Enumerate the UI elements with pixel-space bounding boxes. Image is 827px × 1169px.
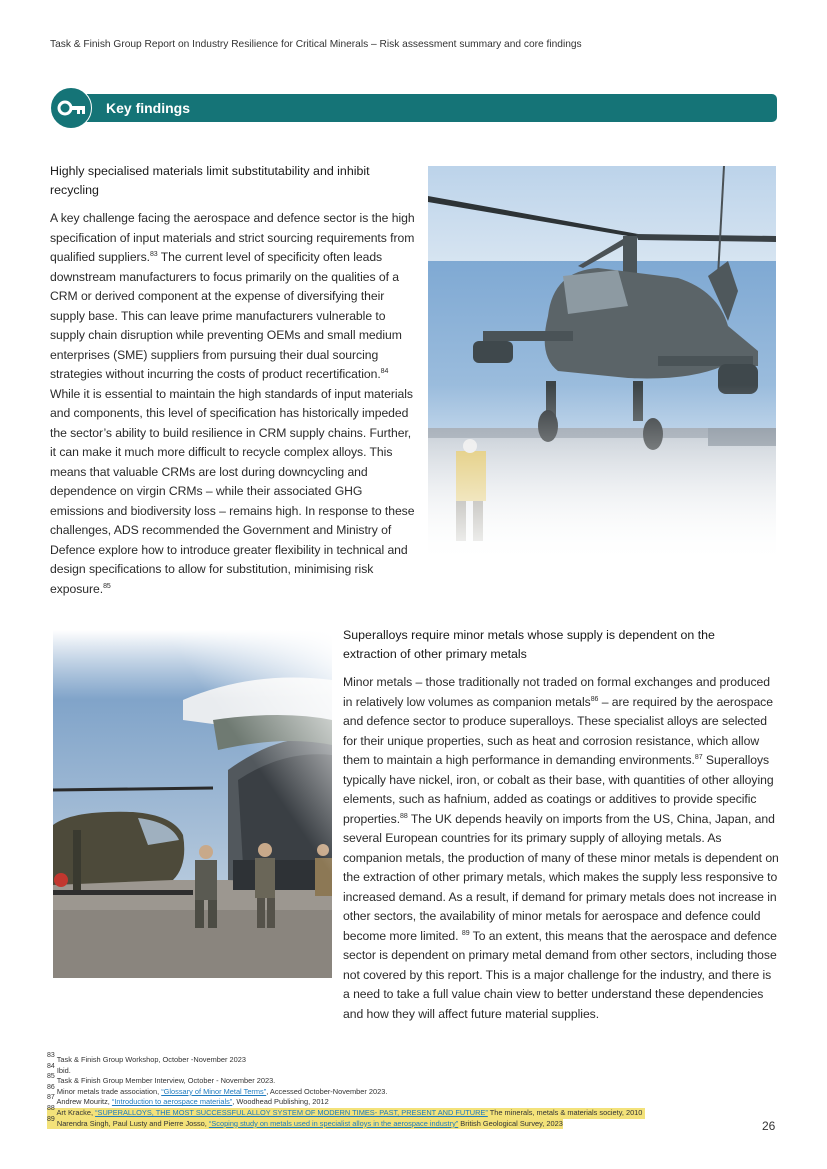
key-findings-banner [50,87,777,129]
footnote-86 [47,1083,747,1098]
footnote-text: Task & Finish Group Member Interview, October - November 2023. [56,1076,276,1086]
s2-text-1: Minor metals – those traditionally not traded on formal exchanges and produced in relatively low volumes as companion metals [343,675,770,709]
s2-ref-87: 87 [694,754,703,761]
footnote-link[interactable]: “SUPERALLOYS, THE MOST SUCCESSFUL ALLOY SYSTEM OF MODERN TIMES- PAST, PRESENT AND FUTURE” [95,1107,488,1117]
footnote-text-after: , Accessed October-November 2023. [266,1086,388,1096]
section1-body [50,209,416,599]
footnote-text: Art Kracke, [56,1107,96,1117]
footnote-text: Andrew Mouritz, [56,1097,112,1107]
footnote-84 [47,1062,747,1077]
footnote-text-after: , Woodhead Publishing, 2012 [232,1097,329,1107]
footnote-number: 83 [47,1052,55,1059]
footnote-text: Ibid. [56,1065,71,1075]
footnote-number: 85 [47,1073,55,1081]
cargo-aircraft-loading-photo [53,630,332,978]
footnotes [47,1052,747,1129]
apache-helicopter-photo [428,166,776,564]
s2-text-3: Superalloys typically have nickel, iron, or cobalt as their base, with quantities of other alloying elements, such as hafnium, added as coatings or additives to provide specific properties. [343,753,774,826]
s1-text-2: The current level of specificity often leads downstream manufacturers to focus primarily on the qualities of a CRM or derived component at the expense of diversifying their supply base. This can leave prime manufacturers vulnerable to supply chain disruption while preventing OEMs and small medium enterprises (SME) suppliers from pursuing their dual sourcing strategies without incurring the costs of product recertification. [50,250,402,381]
s2-ref-88: 88 [400,812,408,820]
footnote-text-after: British Geological Survey, 2023 [458,1118,563,1128]
footnote-number: 86 [47,1083,55,1091]
key-icon [57,98,87,118]
footnote-87 [47,1094,747,1108]
footnote-text: Minor metals trade association, [56,1086,162,1096]
footnote-89 [47,1115,563,1130]
banner-icon-circle [50,87,92,129]
footnote-number: 88 [47,1104,55,1112]
s1-text-3: While it is essential to maintain the high standards of input materials and components, this level of specification has historically impeded the sector’s ability to build resilience in CRM supply chains. Further, it can make it much more difficult to recycle complex alloys. This means that valuable CRMs are lost during downcycling and dependence on virgin CRMs – while their associated GHG emissions and biodiversity loss – remains high. In response to these challenges, ADS recommended the Government and Ministry of Defence explore how to introduce greater flexibility in technical and design specifications to allow for substitution, minimising risk exposure. [50,386,415,596]
footnote-text-after: The minerals, metals & materials society, 2010 [487,1107,643,1117]
s2-text-2: – are required by the aerospace and defence sector to produce superalloys. These specialist alloys are selected for their unique properties, such as heat and corrosion resistance, which allow them to maintain a high performance in demanding environments. [343,694,773,767]
running-header: Task & Finish Group Report on Industry Resilience for Critical Minerals – Risk assessment summary and core findings [50,39,582,50]
footnote-text: Narendra Singh, Paul Lusty and Pierre Josso, [56,1118,209,1128]
s2-ref-86: 86 [590,695,599,703]
s2-ref-89: 89 [461,929,470,937]
s2-text-4: The UK depends heavily on imports from the US, China, Japan, and several European countries for its primary supply of alloying metals. As companion metals, the production of many of these minor metals is dependent on the extraction of other primary metals, which makes the supply less responsive to increased demand. As a result, if demand for primary metals does not increase in other sectors, the availability of minor metals for aerospace and defence could become more limited. [343,811,779,943]
s1-ref-85: 85 [103,582,111,590]
footnote-link[interactable]: “Scoping study on metals used in specialist alloys in the aerospace industry” [208,1118,459,1128]
footnote-text: Task & Finish Group Workshop, October -November 2023 [56,1055,246,1064]
footnote-link[interactable]: “Glossary of Minor Metal Terms” [161,1086,267,1096]
banner-title: Key findings [106,100,191,116]
footnote-number: 87 [47,1094,55,1102]
s2-text-5: To an extent, this means that the aerospace and defence sector is dependent on primary metal demand from other sectors, including those not covered by this report. This is a major challenge for the industry, and there is a need to take a full value chain view to better understand these dependencies and how they will affect future material supplies. [343,928,777,1021]
s1-ref-84: 84 [380,368,389,375]
section2-heading: Superalloys require minor metals whose supply is dependent on the extraction of other primary metals [343,628,715,661]
footnote-85 [47,1073,747,1087]
footnote-link[interactable]: “Introduction to aerospace materials” [111,1097,233,1107]
section1-heading: Highly specialised materials limit substitutability and inhibit recycling [50,164,370,197]
page-number: 26 [762,1119,776,1133]
s1-ref-83: 83 [149,251,158,258]
footnote-number: 84 [47,1062,55,1070]
footnote-number: 89 [47,1115,55,1123]
s1-text-1: A key challenge facing the aerospace and defence sector is the high specification of input materials and strict sourcing requirements from qualified suppliers. [50,211,415,264]
footnote-88 [47,1104,645,1119]
section2-body [343,673,780,1024]
footnote-83 [47,1052,747,1066]
